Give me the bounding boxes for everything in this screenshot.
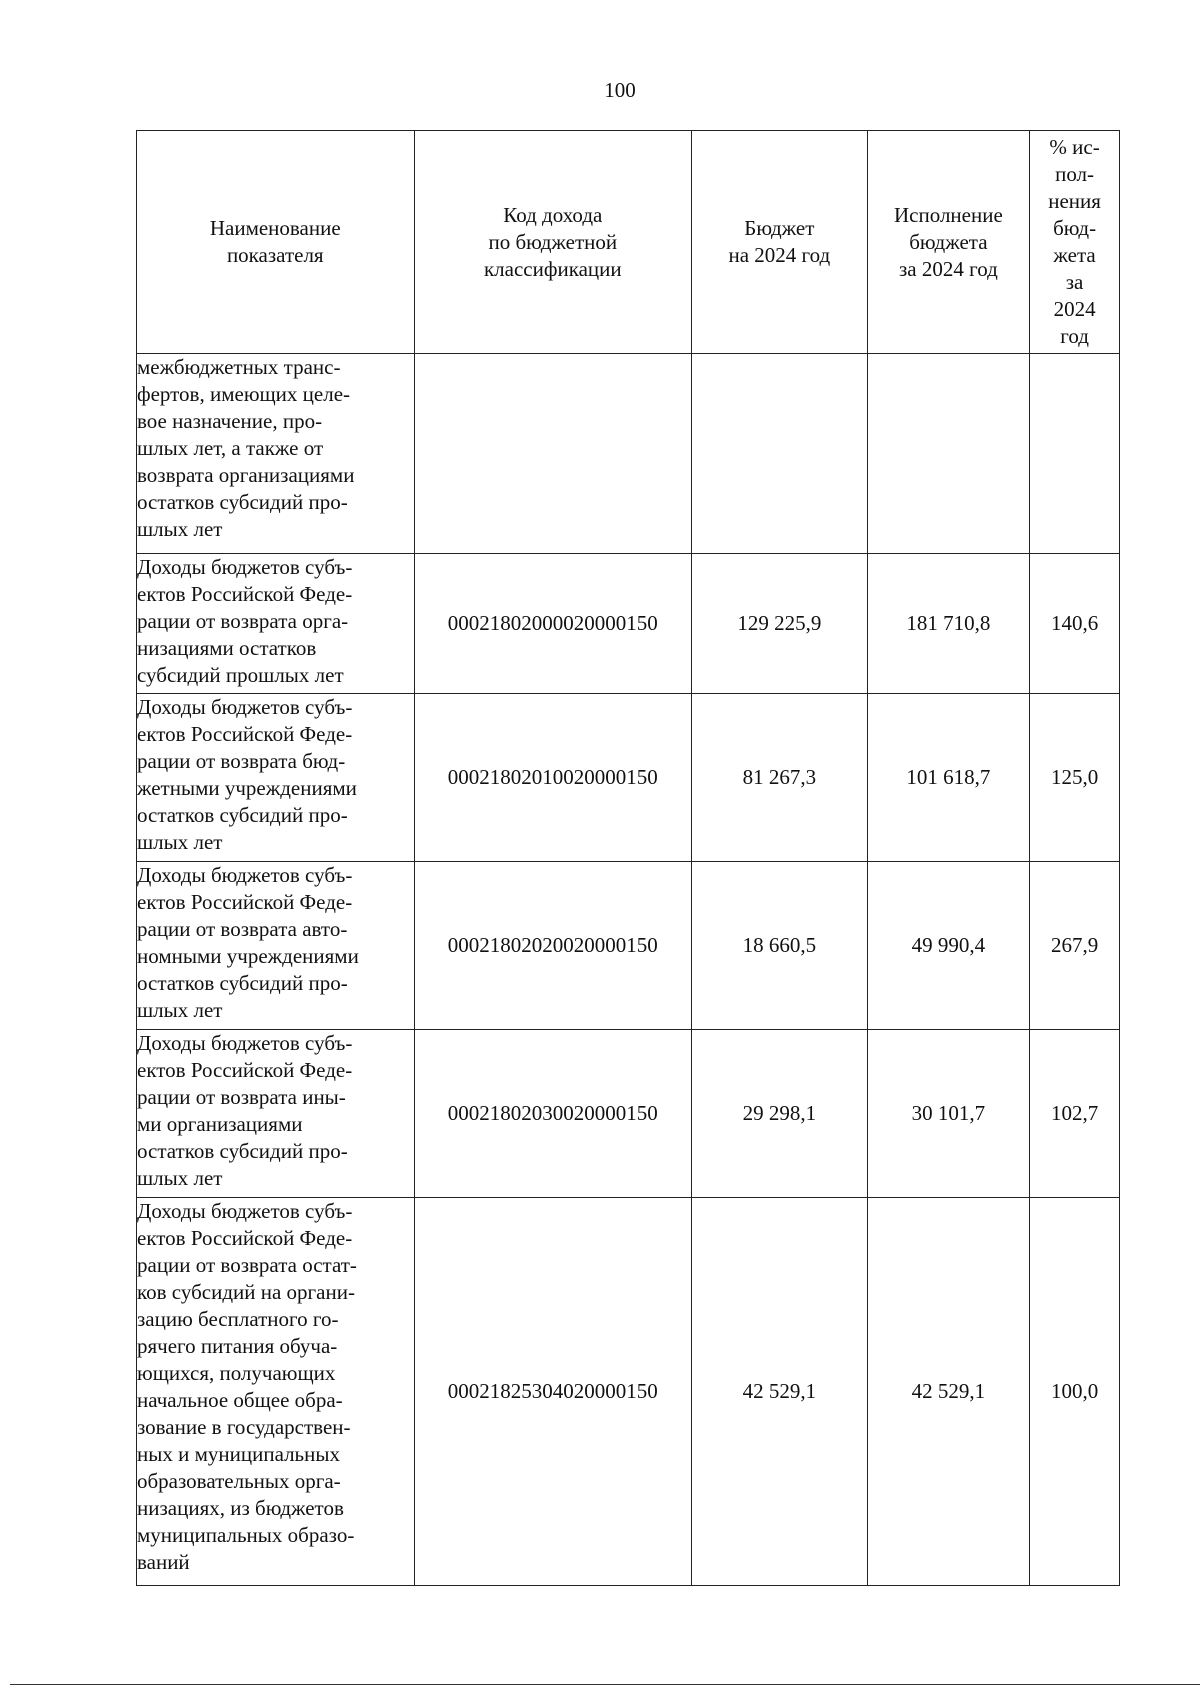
row-name-line: зацию бесплатного го- bbox=[137, 1307, 339, 1331]
row-name-line: Доходы бюджетов субъ- bbox=[137, 1031, 353, 1055]
footer-divider bbox=[10, 1684, 1200, 1685]
header-percent-line: пол- bbox=[1055, 162, 1095, 186]
row-name-line: шлых лет bbox=[137, 517, 223, 541]
row-name-line: ектов Российской Феде- bbox=[137, 1226, 353, 1250]
row-name-line: субсидий прошлых лет bbox=[137, 663, 344, 687]
row-code-cell: 00021802030020000150 bbox=[414, 1030, 692, 1198]
row-execution-cell: 181 710,8 bbox=[867, 554, 1029, 694]
header-percent-line: бюд- bbox=[1053, 216, 1097, 240]
table-row bbox=[137, 694, 1120, 862]
row-code-cell: 00021802010020000150 bbox=[414, 694, 692, 862]
row-name-line: жетными учреждениями bbox=[137, 776, 357, 800]
row-name-line: остатков субсидий про- bbox=[137, 490, 348, 514]
row-name-line: ваний bbox=[137, 1550, 190, 1574]
row-name-line: Доходы бюджетов субъ- bbox=[137, 695, 353, 719]
row-execution-cell: 30 101,7 bbox=[867, 1030, 1029, 1198]
row-name-line: ектов Российской Феде- bbox=[137, 890, 353, 914]
header-percent-line: нения bbox=[1048, 189, 1101, 213]
row-percent-cell: 267,9 bbox=[1030, 862, 1120, 1030]
row-code-cell: 00021802020020000150 bbox=[414, 862, 692, 1030]
row-percent-cell: 140,6 bbox=[1030, 554, 1120, 694]
row-budget-cell: 42 529,1 bbox=[692, 1198, 868, 1586]
row-name-line: рации от возврата орга- bbox=[137, 609, 349, 633]
row-execution-cell bbox=[867, 354, 1029, 554]
header-percent-line: год bbox=[1060, 324, 1089, 348]
header-percent-line: % ис- bbox=[1049, 135, 1100, 159]
table-row bbox=[137, 1198, 1120, 1586]
row-name-line: ных и муниципальных bbox=[137, 1442, 340, 1466]
header-percent bbox=[1030, 131, 1120, 354]
row-execution-cell: 101 618,7 bbox=[867, 694, 1029, 862]
header-name-line: Наименование bbox=[209, 216, 341, 240]
row-name-line: Доходы бюджетов субъ- bbox=[137, 863, 353, 887]
row-name-line: ектов Российской Феде- bbox=[137, 1058, 353, 1082]
row-name-cell bbox=[137, 554, 415, 694]
row-code-cell: 00021825304020000150 bbox=[414, 1198, 692, 1586]
row-name-line: ющихся, получающих bbox=[137, 1361, 336, 1385]
row-name-line: Доходы бюджетов субъ- bbox=[137, 555, 353, 579]
row-name-line: рации от возврата авто- bbox=[137, 917, 348, 941]
row-name-line: остатков субсидий про- bbox=[137, 971, 348, 995]
row-code-cell: 00021802000020000150 bbox=[414, 554, 692, 694]
header-budget-line: Бюджет bbox=[744, 216, 815, 240]
row-percent-cell: 102,7 bbox=[1030, 1030, 1120, 1198]
header-code-line: Код дохода bbox=[503, 202, 603, 227]
row-name-cell bbox=[137, 354, 415, 554]
row-name-line: ектов Российской Феде- bbox=[137, 582, 353, 606]
row-name-line: рации от возврата остат- bbox=[137, 1253, 357, 1277]
row-name-line: шлых лет bbox=[137, 998, 223, 1022]
header-execution-line: за 2024 год bbox=[899, 256, 998, 281]
row-name-line: начальное общее обра- bbox=[137, 1388, 343, 1412]
row-name-line: низациях, из бюджетов bbox=[137, 1496, 344, 1520]
row-budget-cell: 18 660,5 bbox=[692, 862, 868, 1030]
row-budget-cell: 81 267,3 bbox=[692, 694, 868, 862]
row-name-line: фертов, имеющих целе- bbox=[137, 382, 351, 406]
row-name-cell bbox=[137, 862, 415, 1030]
table-row bbox=[137, 862, 1120, 1030]
header-code-line: по бюджетной bbox=[488, 229, 618, 254]
row-name-line: шлых лет bbox=[137, 1166, 223, 1190]
row-name-line: рячего питания обуча- bbox=[137, 1334, 338, 1358]
row-name-line: муниципальных образо- bbox=[137, 1523, 355, 1547]
table-row bbox=[137, 554, 1120, 694]
row-name-line: низациями остатков bbox=[137, 636, 317, 660]
header-execution bbox=[867, 131, 1029, 354]
page-number: 100 bbox=[604, 78, 636, 102]
row-name-line: рации от возврата ины- bbox=[137, 1085, 346, 1109]
budget-table bbox=[136, 130, 1120, 1586]
row-name-line: вое назначение, про- bbox=[137, 409, 323, 433]
header-budget-line: на 2024 год bbox=[728, 243, 831, 267]
row-name-line: образовательных орга- bbox=[137, 1469, 341, 1493]
row-budget-cell bbox=[692, 354, 868, 554]
header-percent-line: жета bbox=[1053, 243, 1096, 267]
row-budget-cell: 29 298,1 bbox=[692, 1030, 868, 1198]
row-name-line: шлых лет, а также от bbox=[137, 436, 324, 460]
table-row bbox=[137, 354, 1120, 554]
table-row bbox=[137, 1030, 1120, 1198]
row-name-cell bbox=[137, 1198, 415, 1586]
row-name-line: межбюджетных транс- bbox=[137, 355, 341, 379]
header-percent-line: 2024 bbox=[1053, 297, 1096, 321]
row-code-cell bbox=[414, 354, 692, 554]
row-name-cell bbox=[137, 694, 415, 862]
header-execution-line: бюджета bbox=[909, 229, 988, 254]
row-execution-cell: 42 529,1 bbox=[867, 1198, 1029, 1586]
row-name-line: зование в государствен- bbox=[137, 1415, 351, 1439]
row-name-line: шлых лет bbox=[137, 830, 223, 854]
row-name-line: номными учреждениями bbox=[137, 944, 359, 968]
row-percent-cell: 125,0 bbox=[1030, 694, 1120, 862]
row-name-line: остатков субсидий про- bbox=[137, 1139, 348, 1163]
header-code-line: классификации bbox=[483, 256, 622, 281]
header-code bbox=[414, 131, 692, 354]
row-name-cell bbox=[137, 1030, 415, 1198]
row-name-line: возврата организациями bbox=[137, 463, 355, 487]
row-execution-cell: 49 990,4 bbox=[867, 862, 1029, 1030]
header-name-line: показателя bbox=[226, 243, 324, 267]
row-name-line: ков субсидий на органи- bbox=[137, 1280, 355, 1304]
row-name-line: ектов Российской Феде- bbox=[137, 722, 353, 746]
row-name-line: ми организациями bbox=[137, 1112, 303, 1136]
header-budget bbox=[692, 131, 868, 354]
row-percent-cell bbox=[1030, 354, 1120, 554]
table-header-row bbox=[137, 131, 1120, 354]
header-percent-line: за bbox=[1065, 270, 1084, 294]
row-percent-cell: 100,0 bbox=[1030, 1198, 1120, 1586]
row-name-line: остатков субсидий про- bbox=[137, 803, 348, 827]
row-name-line: рации от возврата бюд- bbox=[137, 749, 346, 773]
header-name bbox=[137, 131, 415, 354]
row-name-line: Доходы бюджетов субъ- bbox=[137, 1199, 353, 1223]
row-budget-cell: 129 225,9 bbox=[692, 554, 868, 694]
header-execution-line: Исполнение bbox=[894, 202, 1003, 227]
